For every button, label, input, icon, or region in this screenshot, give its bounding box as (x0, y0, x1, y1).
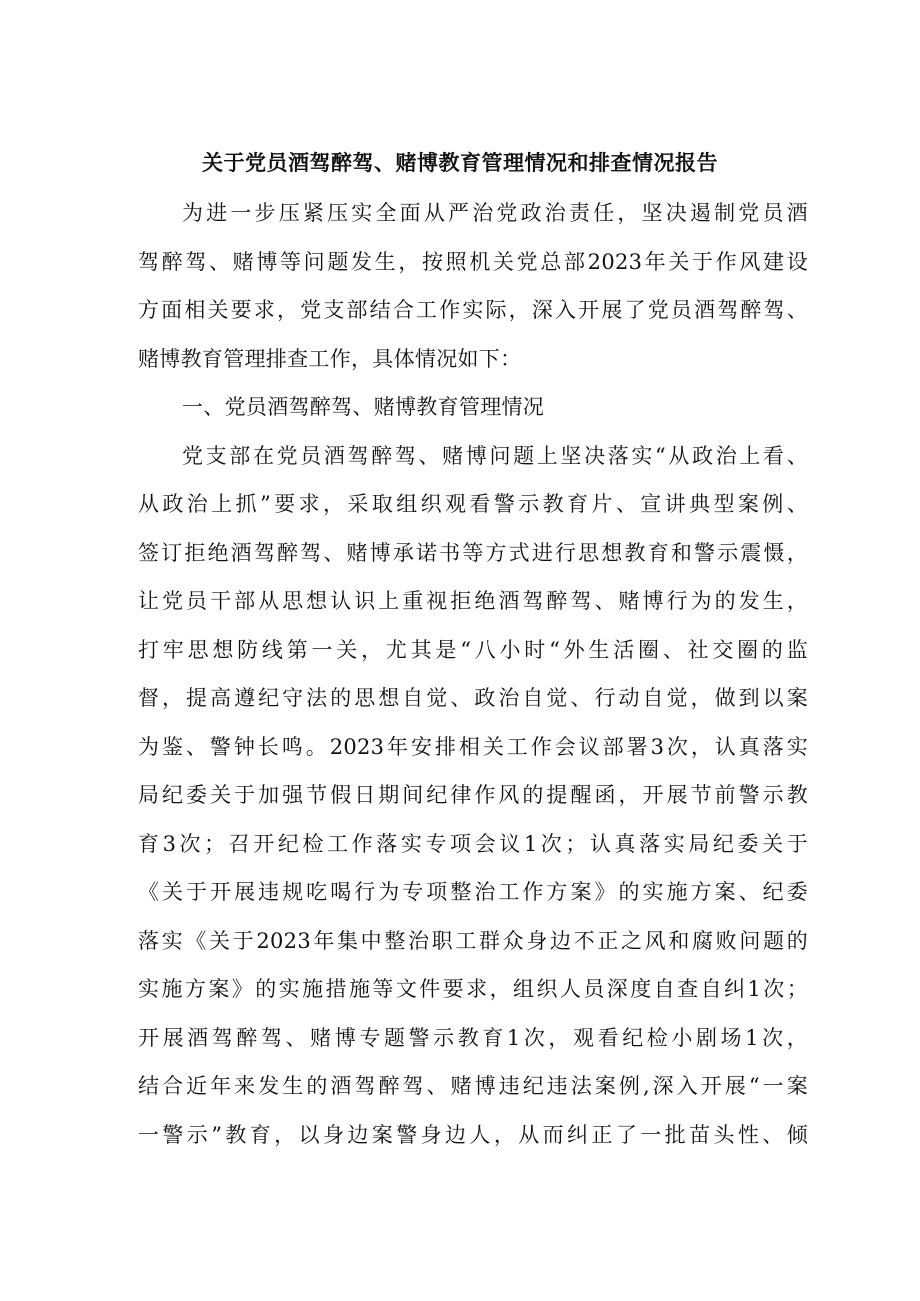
text-line: 从政治上抓”要求，采取组织观看警示教育片、宣讲典型案例、 (138, 492, 808, 516)
text-line: 驾醉驾、赌博等问题发生，按照机关党总部2023年关于作风建设 (138, 249, 808, 274)
text-line: 开展酒驾醉驾、赌博专题警示教育1次，观看纪检小剧场1次， (138, 1025, 808, 1050)
text-line: 为进一步压紧压实全面从严治党政治责任，坚决遏制党员酒 (182, 201, 808, 225)
text-line: 实施方案》的实施措施等文件要求，组织人员深度自查自纠1次； (138, 977, 808, 1001)
text-line: 一警示”教育，以身边案警身边人，从而纠正了一批苗头性、倾 (138, 1122, 808, 1147)
text-line: 签订拒绝酒驾醉驾、赌博承诺书等方式进行思想教育和警示震慑， (138, 540, 808, 565)
text-line: 落实《关于2023年集中整治职工群众身边不正之风和腐败问题的 (138, 928, 808, 953)
text-line: 为鉴、警钟长鸣。2023年安排相关工作会议部署3次，认真落实 (138, 734, 808, 759)
text-line: 方面相关要求，党支部结合工作实际，深入开展了党员酒驾醉驾、 (138, 298, 808, 322)
section-heading: 一、党员酒驾醉驾、赌博教育管理情况 (182, 395, 545, 419)
text-line: 督，提高遵纪守法的思想自觉、政治自觉、行动自觉，做到以案 (138, 686, 808, 710)
text-line: 育3次；召开纪检工作落实专项会议1次；认真落实局纪委关于 (138, 831, 808, 856)
text-line: 《关于开展违规吃喝行为专项整治工作方案》的实施方案、纪委 (138, 880, 808, 904)
document-body (138, 189, 808, 1159)
text-line: 赌博教育管理排查工作，具体情况如下： (138, 346, 522, 371)
text-line: 让党员干部从思想认识上重视拒绝酒驾醉驾、赌博行为的发生， (138, 589, 808, 613)
text-line: 结合近年来发生的酒驾醉驾、赌博违纪违法案例,深入开展“一案 (138, 1074, 808, 1098)
text-line: 打牢思想防线第一关，尤其是“八小时“外生活圈、社交圈的监 (138, 637, 808, 662)
text-line: 局纪委关于加强节假日期间纪律作风的提醒函，开展节前警示教 (138, 783, 808, 807)
document-title: 关于党员酒驾醉驾、赌博教育管理情况和排查情况报告 (202, 150, 718, 175)
text-line: 党支部在党员酒驾醉驾、赌博问题上坚决落实“从政治上看、 (182, 443, 808, 468)
